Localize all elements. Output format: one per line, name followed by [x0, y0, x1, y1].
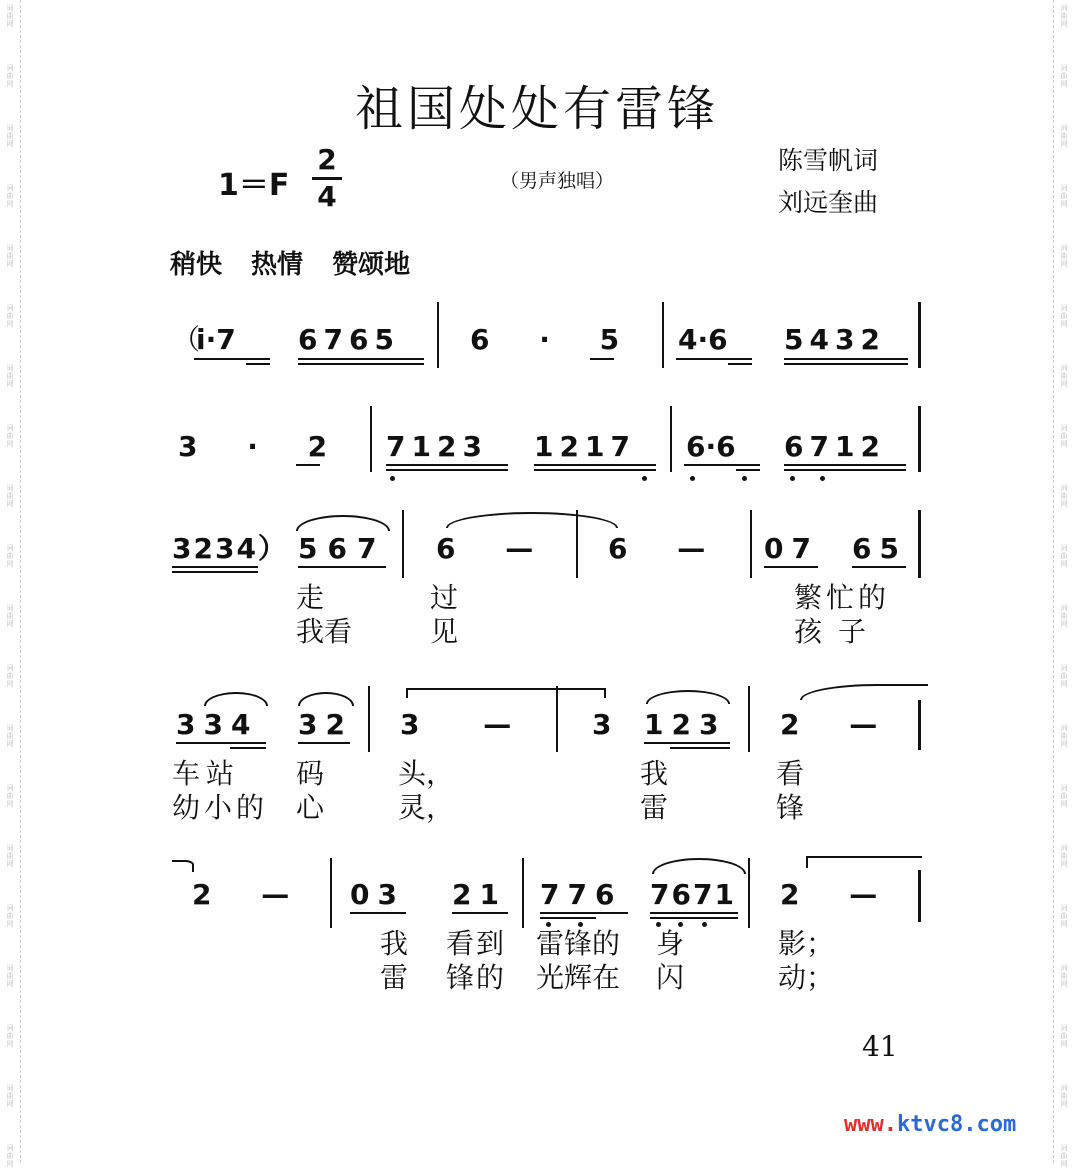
note-group: 7123	[386, 430, 488, 463]
margin-watermark: 词 曲 网	[1060, 364, 1068, 388]
note-group: 1217	[534, 430, 636, 463]
watermark-url	[844, 1112, 1016, 1137]
barline	[918, 510, 921, 578]
beam	[852, 566, 906, 568]
note-group: 03	[350, 878, 405, 911]
margin-watermark: 词 曲 网	[1060, 844, 1068, 868]
lyric: 光辉在	[536, 961, 621, 994]
note-group: 2 —	[780, 708, 878, 741]
margin-watermark: 词 曲 网	[6, 664, 14, 688]
lyric: 见	[430, 615, 459, 648]
beam	[176, 742, 266, 744]
barline	[918, 302, 921, 368]
beam	[298, 363, 424, 365]
margin-watermark: 词 曲 网	[6, 1084, 14, 1108]
octave-dot	[642, 476, 647, 481]
beam	[784, 358, 908, 360]
beam	[736, 469, 760, 471]
barline	[670, 406, 672, 472]
margin-watermark: 词 曲 网	[1060, 964, 1068, 988]
lyric: 灵，	[398, 791, 455, 824]
lyric: 我看	[296, 615, 353, 648]
margin-watermark: 词 曲 网	[1060, 4, 1068, 28]
barline	[368, 686, 370, 752]
note-group: 6 —	[608, 532, 706, 565]
lyric: 锋	[776, 791, 805, 824]
note-group: 7671	[650, 878, 736, 911]
lyric: 我	[640, 757, 669, 790]
lyric: 码	[296, 757, 325, 790]
note-group: 3234）	[172, 532, 288, 565]
margin-watermark: 词 曲 网	[6, 64, 14, 88]
key-signature: 1＝F	[218, 168, 290, 203]
barline	[437, 302, 439, 368]
barline	[402, 510, 404, 578]
barline	[330, 858, 332, 928]
tie	[446, 512, 618, 528]
beam	[650, 917, 738, 919]
beam	[534, 464, 656, 466]
lyric: 身	[656, 927, 685, 960]
beam	[172, 566, 258, 568]
note-group: 3 —	[400, 708, 512, 741]
octave-dot	[742, 476, 747, 481]
barline	[918, 406, 921, 472]
barline	[662, 302, 664, 368]
open-paren: （	[172, 323, 201, 356]
margin-watermark: 词 曲 网	[6, 124, 14, 148]
note-group: 6712	[784, 430, 886, 463]
margin-watermark: 词 曲 网	[1060, 64, 1068, 88]
beam	[230, 747, 266, 749]
note-group: 21	[452, 878, 507, 911]
margin-watermark: 词 曲 网	[6, 424, 14, 448]
margin-watermark: 词 曲 网	[1060, 1084, 1068, 1108]
margin-watermark: 词 曲 网	[6, 1024, 14, 1048]
beam	[728, 363, 752, 365]
margin-watermark: 词 曲 网	[1060, 724, 1068, 748]
margin-watermark: 词 曲 网	[6, 844, 14, 868]
tie-start	[806, 856, 922, 868]
tempo-marking: 稍快 热情 赞颂地	[170, 250, 411, 280]
lyric: 雷锋的	[536, 927, 621, 960]
note: 3	[592, 708, 612, 741]
right-margin-strip	[1053, 0, 1074, 1163]
lyric: 雷	[380, 961, 409, 994]
beam	[684, 464, 760, 466]
page-number: 41	[862, 1030, 898, 1063]
lyric: 我	[380, 927, 409, 960]
octave-dot	[390, 476, 395, 481]
lyric: 走	[296, 581, 325, 614]
beam	[298, 742, 350, 744]
beam	[298, 358, 424, 360]
margin-watermark: 词 曲 网	[6, 364, 14, 388]
margin-watermark: 词 曲 网	[1060, 784, 1068, 808]
song-title: 祖国处处有雷锋	[354, 81, 719, 137]
margin-watermark: 词 曲 网	[6, 724, 14, 748]
beam	[386, 464, 508, 466]
margin-watermark: 词 曲 网	[1060, 904, 1068, 928]
beam	[452, 912, 508, 914]
lyric: 过	[430, 581, 459, 614]
margin-watermark: 词 曲 网	[1060, 124, 1068, 148]
margin-watermark: 词 曲 网	[6, 604, 14, 628]
barline	[370, 406, 372, 472]
beam	[540, 912, 628, 914]
note-group: 5432	[784, 323, 886, 356]
octave-dot	[820, 476, 825, 481]
margin-watermark: 词 曲 网	[1060, 184, 1068, 208]
note-group: 334	[176, 708, 259, 741]
beam	[246, 363, 270, 365]
beam	[590, 358, 614, 360]
composer: 刘远奎曲	[778, 188, 879, 217]
octave-dot	[690, 476, 695, 481]
tie-end	[172, 860, 194, 872]
barline	[748, 858, 750, 928]
margin-watermark: 词 曲 网	[1060, 424, 1068, 448]
beam	[298, 566, 386, 568]
margin-watermark: 词 曲 网	[6, 544, 14, 568]
lyric: 心	[296, 791, 325, 824]
beam	[764, 566, 818, 568]
margin-watermark: 词 曲 网	[6, 4, 14, 28]
barline	[522, 858, 524, 928]
note-group: 776	[540, 878, 623, 911]
beam	[644, 742, 730, 744]
beam	[296, 464, 320, 466]
lyric: 车站	[172, 757, 241, 790]
note-group: 6·6	[686, 430, 736, 463]
lyric: 锋的	[446, 961, 507, 994]
beam	[540, 917, 596, 919]
watermark-www: www.	[844, 1112, 897, 1137]
note-group: 3 · 2	[178, 430, 328, 463]
margin-watermark: 词 曲 网	[6, 484, 14, 508]
margin-watermark: 词 曲 网	[1060, 244, 1068, 268]
note-group: 65	[852, 532, 907, 565]
note-group: 07	[764, 532, 819, 565]
margin-watermark: 词 曲 网	[6, 304, 14, 328]
barline	[576, 510, 578, 578]
note-group: 2 —	[192, 878, 290, 911]
margin-watermark: 词 曲 网	[6, 184, 14, 208]
time-signature	[312, 143, 342, 213]
note-group: 6 · 5	[470, 323, 620, 356]
beam	[676, 358, 752, 360]
note-group: 6 —	[436, 532, 534, 565]
beam	[784, 363, 908, 365]
note-group: i̇·7	[196, 323, 236, 356]
lyricist: 陈雪帆词	[778, 146, 879, 175]
beam	[784, 469, 906, 471]
lyric: 看到	[446, 927, 507, 960]
barline	[556, 686, 558, 752]
margin-watermark: 词 曲 网	[1060, 304, 1068, 328]
lyric: 动；	[778, 961, 835, 994]
margin-watermark: 词 曲 网	[1060, 604, 1068, 628]
margin-watermark: 词 曲 网	[1060, 664, 1068, 688]
watermark-domain: ktvc8.com	[896, 1112, 1017, 1137]
note-group: 2 —	[780, 878, 878, 911]
octave-dot	[790, 476, 795, 481]
lyric: 头，	[398, 757, 455, 790]
slur	[204, 692, 268, 706]
margin-watermark: 词 曲 网	[6, 784, 14, 808]
lyric: 孩子	[794, 615, 883, 648]
margin-watermark: 词 曲 网	[6, 1144, 14, 1168]
beam	[670, 747, 730, 749]
slur	[296, 515, 390, 531]
margin-watermark: 词 曲 网	[1060, 484, 1068, 508]
tie	[406, 688, 606, 698]
beam	[194, 358, 270, 360]
margin-watermark: 词 曲 网	[6, 904, 14, 928]
slur	[298, 692, 354, 706]
margin-watermark: 词 曲 网	[1060, 1024, 1068, 1048]
barline	[918, 700, 921, 750]
margin-watermark: 词 曲 网	[1060, 1144, 1068, 1168]
margin-watermark: 词 曲 网	[6, 244, 14, 268]
time-signature-top: 2	[317, 143, 337, 176]
octave-dot	[702, 922, 707, 927]
note-group: 32	[298, 708, 353, 741]
beam	[172, 571, 258, 573]
beam	[650, 912, 738, 914]
lyric: 雷	[640, 791, 669, 824]
credits	[778, 140, 878, 224]
margin-watermark: 词 曲 网	[6, 964, 14, 988]
beam	[386, 469, 508, 471]
beam	[534, 469, 656, 471]
barline	[918, 870, 921, 922]
margin-watermark: 词 曲 网	[1060, 544, 1068, 568]
lyric: 闪	[656, 961, 685, 994]
barline	[748, 686, 750, 752]
performance-note: （男声独唱）	[500, 170, 615, 192]
lyric: 影；	[778, 927, 835, 960]
note-group: 6765	[298, 323, 400, 356]
beam	[784, 464, 906, 466]
lyric: 看	[776, 757, 805, 790]
tie-start	[800, 684, 928, 700]
note-group: 4·6	[678, 323, 728, 356]
note-group: 123	[644, 708, 727, 741]
barline	[750, 510, 752, 578]
lyric: 幼小的	[172, 791, 269, 824]
slur	[646, 690, 730, 704]
note-group: 567	[298, 532, 387, 565]
lyric: 繁忙的	[794, 581, 891, 614]
left-margin-strip	[0, 0, 21, 1163]
slur	[652, 858, 746, 874]
beam	[350, 912, 406, 914]
time-signature-bottom: 4	[317, 180, 337, 213]
